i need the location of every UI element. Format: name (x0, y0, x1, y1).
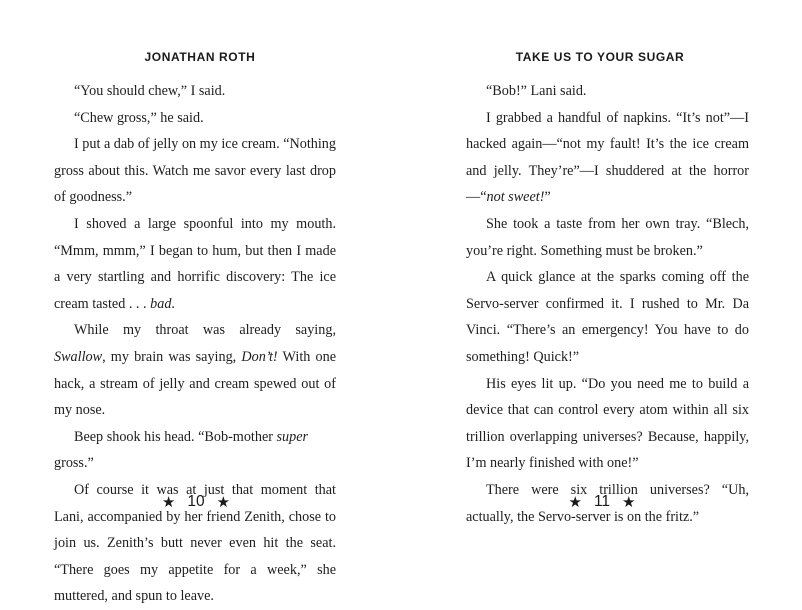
running-head-title: TAKE US TO YOUR SUGAR (515, 50, 685, 64)
paragraph: “Chew gross,” he said. (74, 109, 204, 126)
text-run: gross.” (54, 455, 94, 472)
italic-text: super (276, 428, 309, 445)
paragraph: I put a dab of jelly on my ice cream. “Nothing gross about this. Watch me savor every last drop of goodness.” (54, 136, 336, 206)
paragraph (466, 105, 749, 211)
page-folio (402, 493, 802, 511)
paragraph (54, 424, 336, 477)
paragraph: “Bob!” Lani said. (486, 83, 587, 99)
text-run: ” (544, 189, 551, 206)
page-folio (0, 493, 396, 511)
text-run: I shoved a large spoonful into my mouth. “Mmm, mmm,” I began to hum, but then I made a very startling and horrific discovery: The ice cream tasted . . . (54, 215, 336, 312)
paragraph: There were six trillion universes? “Uh, actually, the Servo-server is on the fritz.” (466, 481, 749, 525)
paragraph: A quick glance at the sparks coming off the Servo-server confirmed it. I rushed to Mr. Da Vinci. “There’s an emergency! You have to do something! Quick!” (466, 269, 749, 365)
text-run: With one hack, a stream of jelly and cream spewed out of my nose. (54, 348, 337, 419)
italic-text: bad (150, 295, 172, 312)
page-number: 10 (187, 493, 205, 510)
paragraph: His eyes lit up. “Do you need me to build a device that can control every atom within all six trillion overlapping universes? Because, happily, I’m nearly finished with one!” (466, 375, 749, 472)
italic-text: not sweet! (486, 189, 545, 206)
running-head-author: JONATHAN ROTH (144, 50, 256, 64)
italic-text: Don’t! (241, 348, 278, 365)
left-page-body (54, 78, 336, 610)
paragraph: Of course it was at just that moment that Lani, accompanied by her friend Zenith, chose to join us. Zenith’s butt never even hit the seat. “There goes my appetite for a week,” she muttered, and spun to leave. (54, 481, 336, 605)
paragraph (54, 211, 336, 317)
paragraph: She took a taste from her own tray. “Blech, you’re right. Something must be broken.” (466, 215, 749, 259)
star-icon: ★ (568, 493, 582, 511)
text-run: Beep shook his head. “Bob-mother (74, 428, 277, 445)
paragraph (54, 317, 336, 423)
star-icon: ★ (216, 493, 231, 511)
right-page-body (466, 78, 749, 530)
text-run: While my throat was already saying, (74, 322, 336, 339)
star-icon: ★ (622, 493, 636, 511)
star-icon: ★ (161, 493, 176, 511)
text-run: , my brain was saying, (102, 348, 242, 365)
paragraph: “You should chew,” I said. (74, 83, 226, 99)
text-run: . (171, 295, 175, 312)
italic-text: Swallow (54, 348, 103, 365)
text-run: I grabbed a handful of napkins. “It’s not”—I hacked again—“not my fault! It’s the ice cream and jelly. They’re”—I shuddered at the horror—“ (466, 109, 749, 206)
left-page (0, 0, 400, 605)
page-number: 11 (593, 493, 611, 510)
right-page (400, 0, 800, 546)
